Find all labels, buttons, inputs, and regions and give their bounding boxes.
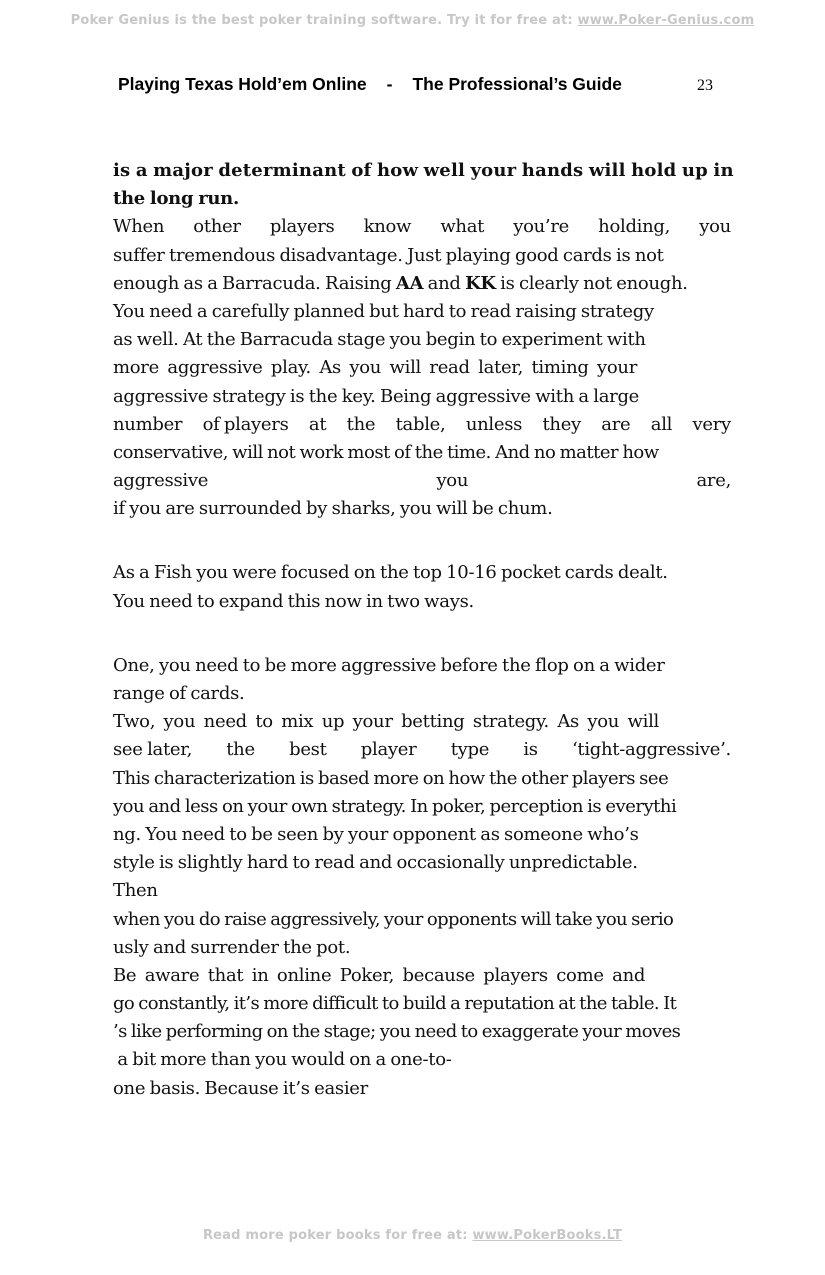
word: at: [308, 413, 327, 435]
word: is: [523, 739, 538, 761]
text-line: As a Fish you were focused on the top 10-16 pocket cards dealt.: [113, 562, 668, 584]
word: are,: [696, 470, 731, 492]
text-line: conservative, will not work most of the time. And no matter how: [113, 441, 659, 463]
text-line: [113, 736, 731, 764]
text-line: more aggressive play. As you will read later, timing your: [113, 357, 638, 379]
word: know: [363, 216, 412, 238]
bottom-banner-text: Read more poker books for free at:: [202, 1228, 473, 1243]
word: ‘tight-aggressive’.: [571, 739, 731, 761]
word: table,: [395, 413, 446, 435]
text-line: style is slightly hard to read and occasionally unpredictable.: [113, 852, 638, 874]
text-line: ’s like performing on the stage; you need to exaggerate your moves: [113, 1021, 681, 1043]
text-segment: is clearly not enough.: [495, 272, 688, 294]
word: other: [193, 216, 241, 238]
text-line: [113, 467, 731, 495]
word: they: [542, 413, 581, 435]
bottom-promo-banner: [0, 1228, 825, 1243]
word: type: [450, 739, 490, 761]
header-separator: -: [386, 74, 393, 94]
word: are: [601, 413, 631, 435]
text-line: suffer tremendous disadvantage. Just playing good cards is not: [113, 244, 664, 266]
text-segment: enough as a Barracuda. Raising: [113, 272, 396, 294]
text-line: when you do raise aggressively, your opponents will take you serio: [113, 908, 674, 930]
text-line: as well. At the Barracuda stage you begin to experiment with: [113, 329, 646, 351]
top-banner-text: Poker Genius is the best poker training software. Try it for free at:: [70, 13, 578, 28]
text-line: [113, 213, 731, 241]
word: the: [346, 413, 376, 435]
text-line: a bit more than you would on a one-to-: [113, 1049, 452, 1071]
hand-aa: AA: [395, 272, 424, 294]
text-line: usly and surrender the pot.: [113, 936, 351, 958]
book-subtitle: The Professional’s Guide: [412, 74, 622, 94]
page-body: [113, 157, 734, 1103]
poker-genius-link[interactable]: www.Poker-Genius.com: [577, 13, 755, 28]
word: player: [360, 739, 417, 761]
text-line: This characterization is based more on how the other players see: [113, 767, 669, 789]
word: you: [436, 470, 469, 492]
running-header: [118, 74, 718, 95]
pokerbooks-link[interactable]: www.PokerBooks.LT: [472, 1228, 623, 1243]
word: see later,: [113, 739, 192, 761]
text-line: [113, 270, 731, 298]
text-line: the long run.: [113, 188, 239, 210]
word: what: [440, 216, 485, 238]
word: players: [269, 216, 335, 238]
text-line: [113, 411, 731, 439]
word: you’re: [513, 216, 570, 238]
text-line: One, you need to be more aggressive before the flop on a wider: [113, 654, 665, 676]
text-line: is a major determinant of how well your hands will hold up in: [113, 160, 734, 181]
text-line: one basis. Because it’s easier: [113, 1077, 368, 1099]
word: the: [226, 739, 255, 761]
word: very: [692, 413, 731, 435]
text-line: you and less on your own strategy. In poker, perception is everythi: [113, 795, 677, 817]
word: aggressive: [113, 470, 209, 492]
word: best: [289, 739, 327, 761]
text-line: Be aware that in online Poker, because players come and: [113, 964, 646, 986]
text-line: range of cards.: [113, 683, 245, 704]
page-number: 23: [697, 77, 713, 94]
text-line: Then: [113, 880, 158, 902]
text-line: You need to expand this now in two ways.: [113, 590, 474, 612]
hand-kk: KK: [465, 272, 496, 294]
text-line: go constantly, it’s more difficult to build a reputation at the table. It: [113, 993, 677, 1015]
word: holding,: [598, 216, 671, 238]
text-line: ng. You need to be seen by your opponent as someone who’s: [113, 823, 639, 845]
text-segment: and: [423, 272, 466, 294]
word: unless: [465, 413, 523, 435]
text-line: Two, you need to mix up your betting strategy. As you will: [113, 711, 659, 733]
word: you: [699, 216, 731, 238]
text-line: aggressive strategy is the key. Being aggressive with a large: [113, 385, 640, 407]
word: number: [113, 413, 183, 435]
text-line: You need a carefully planned but hard to read raising strategy: [113, 300, 654, 322]
word: all: [650, 413, 673, 435]
word: of players: [202, 413, 289, 435]
text-line: if you are surrounded by sharks, you will be chum.: [113, 498, 553, 520]
top-promo-banner: [0, 13, 825, 28]
book-title: Playing Texas Hold’em Online: [118, 74, 367, 94]
word: When: [113, 216, 165, 238]
